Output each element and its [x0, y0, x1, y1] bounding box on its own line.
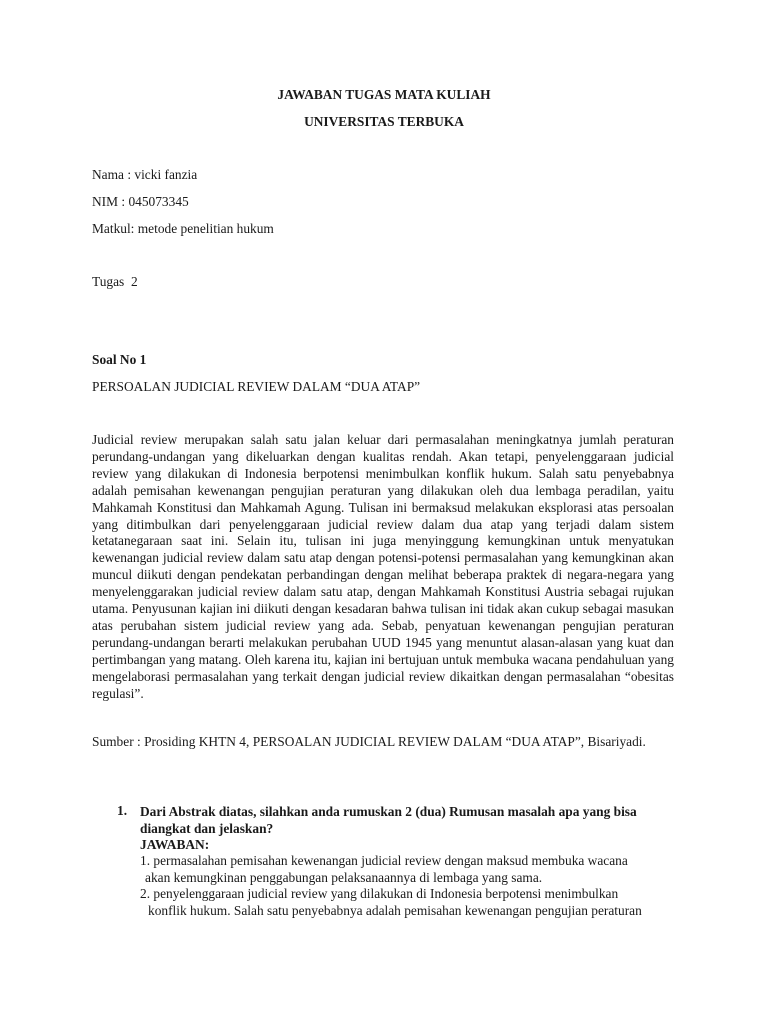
question-heading: Soal No 1	[92, 352, 147, 367]
answer-2-line-1: 2. penyelenggaraan judicial review yang dilakukan di Indonesia berpotensi menimbulkan	[140, 886, 619, 901]
assignment-number: Tugas 2	[92, 274, 138, 289]
abstract-paragraph: Judicial review merupakan salah satu jalan keluar dari permasalahan meningkatnya jumlah peraturan perundang-undangan yang dikeluarkan dengan kualitas rendah. Akan tetapi, penyelenggaraan judicial review yang dilakukan di Indonesia berpotensi menimbulkan konflik hukum. Salah satu penyebabnya adalah pemisahan kewenangan pengujian peraturan yang dilakukan oleh dua lembaga peradilan, yaitu Mahkamah Konstitusi dan Mahkamah Agung. Tulisan ini bermaksud melakukan eksplorasi atas persoalan yang ditimbulkan dari penyelenggaraan judicial review dalam dua atap yang terjadi dalam sistem ketatanegaraan saat ini. Selain itu, tulisan ini juga menyinggung kemungkinan untuk menyatukan kewenangan judicial review dalam satu atap dengan potensi-potensi permasalahan yang kemungkinan akan muncul diikuti dengan pendekatan perbandingan dengan melihat beberapa praktek di negara-negara yang menyelenggarakan judicial review dalam satu atap, dengan Mahkamah Konstitusi Austria sebagai rujukan utama. Penyusunan kajian ini diikuti dengan kesadaran bahwa tulisan ini tidak akan cukup sebagai masukan atas perubahan sistem judicial review yang ada. Sebab, penyatuan kewenangan pengujian peraturan perundang-undangan berarti melakukan perubahan UUD 1945 yang menuntut alasan-alasan yang kuat dan pertimbangan yang matang. Oleh karena itu, kajian ini bertujuan untuk membuka wacana pendahuluan yang mengelaborasi permasalahan yang terkait dengan judicial review dikaitkan dengan permasalahan “obesitas regulasi”.	[92, 432, 674, 701]
source-citation: Sumber : Prosiding KHTN 4, PERSOALAN JUDICIAL REVIEW DALAM “DUA ATAP”, Bisariyadi.	[92, 734, 646, 749]
answer-label: JAWABAN:	[140, 837, 210, 852]
answer-item-2	[140, 886, 674, 919]
answer-1-line-1: 1. permasalahan pemisahan kewenangan judicial review dengan maksud membuka wacana	[140, 853, 628, 868]
answer-2-line-2: konflik hukum. Salah satu penyebabnya adalah pemisahan kewenangan pengujian peraturan	[148, 902, 642, 918]
question-text: Dari Abstrak diatas, silahkan anda rumuskan 2 (dua) Rumusan masalah apa yang bisa diangkat dan jelaskan?	[140, 804, 637, 836]
course-name: Matkul: metode penelitian hukum	[92, 221, 274, 236]
answer-item-1	[140, 853, 674, 886]
document-title: JAWABAN TUGAS MATA KULIAH	[277, 87, 491, 102]
answer-1-line-2: akan kemungkinan penggabungan pelaksanaannya di lembaga yang sama.	[145, 869, 543, 885]
student-name: Nama : vicki fanzia	[92, 167, 198, 182]
article-title: PERSOALAN JUDICIAL REVIEW DALAM “DUA ATAP”	[92, 379, 421, 394]
student-nim: NIM : 045073345	[92, 194, 189, 209]
university-name: UNIVERSITAS TERBUKA	[304, 114, 464, 129]
question-number: 1.	[117, 803, 128, 818]
